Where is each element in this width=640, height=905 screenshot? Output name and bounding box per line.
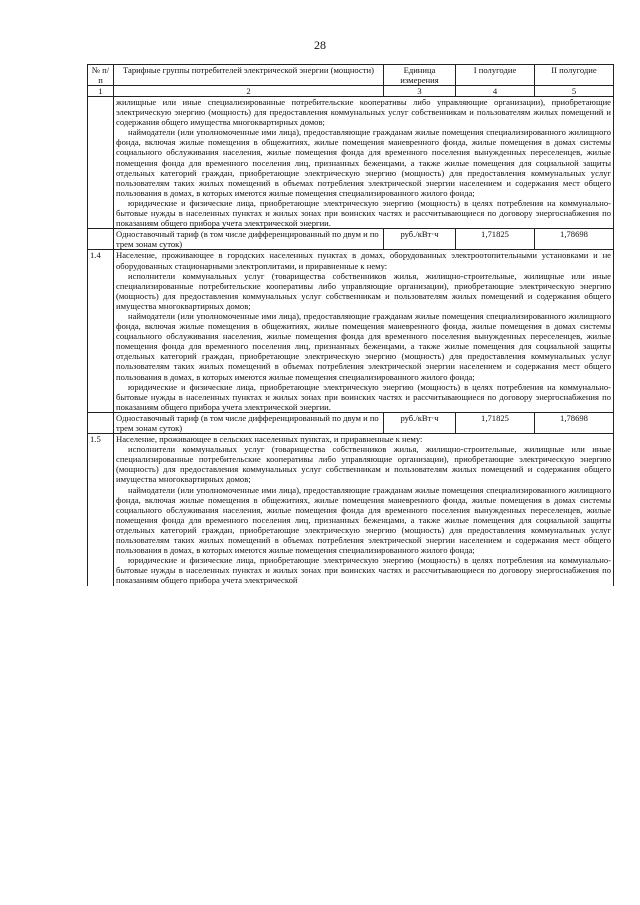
table-row [88,434,614,586]
paragraph: Население, проживающее в городских населенных пунктах в домах, оборудованных электроотопительными установками и не оборудованных стационарными электроплитами, и приравненные к нему: [116,250,611,271]
consumer-group-text [114,250,614,413]
row-num-cell: 1.4 [88,250,114,413]
row-num-cell [88,229,114,250]
header-half1: I полугодие [456,65,535,86]
column-number-row [88,86,614,97]
consumer-group-text [114,434,614,586]
table-row [88,250,614,413]
table-header-row [88,65,614,86]
paragraph: юридические и физические лица, приобретающие электрическую энергию (мощность) в целях потребления на коммунально-бытовые нужды в населенных пунктах и жилых зонах при воинских частях и рассчитывающиеся по договору энергоснабжения по показаниям общего прибора учета электрической [116,555,611,586]
colnum-3: 3 [384,86,456,97]
paragraph: исполнители коммунальных услуг (товарищества собственников жилья, жилищно-строительные, жилищные или иные специализированные потребительские кооперативы либо управляющие организации), приобретающие электрическую энергию (мощность) для предоставления коммунальных услуг собственникам и пользователям жилых помещений и содержания общего имущества многоквартирных домов; [116,444,611,485]
consumer-group-text [114,97,614,229]
paragraph: юридические и физические лица, приобретающие электрическую энергию (мощность) в целях потребления на коммунально-бытовые нужды в населенных пунктах и жилых зонах при воинских частях и рассчитывающиеся по договору энергоснабжения по показаниям общего прибора учета электрической энергии. [116,197,611,229]
tariff-rate-row [88,229,614,250]
paragraph: наймодатели (или уполномоченные ими лица), предоставляющие гражданам жилые помещения специализированного жилищного фонда, включая жилые помещения в общежитиях, жилые помещения маневренного фонда, жилые помещения в домах системы социального обслуживания населения, жилые помещения фонда для временного поселения вынужденных переселенцев, жилые помещения фонда для временного поселения лиц, признанных беженцами, а также жилые помещения для социальной защиты отдельных категорий граждан, приобретающие электрическую энергию (мощность) для предоставления коммунальных услуг пользователям таких жилых помещений в объемах потребления электрической энергии населением и содержания мест общего пользования в домах, в которых имеются жилые помещения специализированного жилого фонда; [116,310,611,382]
paragraph: Население, проживающее в сельских населенных пунктах, и приравненные к нему: [116,434,423,445]
rate-label: Одноставочный тариф (в том числе дифференцированный по двум и по трем зонам суток) [114,412,384,433]
header-half2: II полугодие [535,65,614,86]
header-unit: Единица измерения [384,65,456,86]
paragraph: исполнители коммунальных услуг (товарищества собственников жилья, жилищно-строительные, жилищные или иные специализированные потребительские кооперативы либо управляющие организации), приобретающие электрическую энергию (мощность) для предоставления коммунальных услуг собственникам и пользователям жилых помещений и содержания общего имущества многоквартирных домов; [116,270,611,311]
colnum-2: 2 [114,86,384,97]
tariff-table [87,64,614,586]
paragraph: наймодатели (или уполномоченные ими лица), предоставляющие гражданам жилые помещения специализированного жилищного фонда, включая жилые помещения в общежитиях, жилые помещения маневренного фонда, жилые помещения в домах системы социального обслуживания населения, жилые помещения фонда для временного поселения вынужденных переселенцев, жилые помещения фонда для временного поселения лиц, признанных беженцами, а также жилые помещения для социальной защиты отдельных категорий граждан, приобретающие электрическую энергию (мощность) для предоставления коммунальных услуг пользователям таких жилых помещений в объемах потребления электрической энергии населением и содержания мест общего пользования в домах, в которых имеются жилые помещения специализированного жилого фонда; [116,127,611,198]
colnum-4: 4 [456,86,535,97]
rate-unit: руб./кВт·ч [384,229,456,250]
rate-half1: 1,71825 [456,412,535,433]
tariff-rate-row [88,412,614,433]
row-num-cell [88,97,114,229]
header-group: Тарифные группы потребителей электрической энергии (мощности) [114,65,384,86]
rate-half1: 1,71825 [456,229,535,250]
colnum-5: 5 [535,86,614,97]
rate-half2: 1,78698 [535,412,614,433]
rate-half2: 1,78698 [535,229,614,250]
page-number: 28 [314,38,326,52]
rate-label: Одноставочный тариф (в том числе дифференцированный по двум и по трем зонам суток) [114,229,384,250]
table-row [88,97,614,229]
row-num-cell [88,412,114,433]
paragraph: юридические и физические лица, приобретающие электрическую энергию (мощность) в целях потребления на коммунально-бытовые нужды в населенных пунктах и жилых зонах при воинских частях и рассчитывающиеся по договору энергоснабжения по показаниям общего прибора учета электрической энергии. [116,381,611,412]
row-num-cell: 1.5 [88,434,114,586]
paragraph: наймодатели (или уполномоченные ими лица), предоставляющие гражданам жилые помещения специализированного жилищного фонда, включая жилые помещения в общежитиях, жилые помещения маневренного фонда, жилые помещения в домах системы социального обслуживания населения, жилые помещения фонда для временного поселения вынужденных переселенцев, жилые помещения фонда для временного поселения лиц, признанных беженцами, а также жилые помещения для социальной защиты отдельных категорий граждан, приобретающие электрическую энергию (мощность) для предоставления коммунальных услуг пользователям таких жилых помещений в объемах потребления электрической энергии населением и содержания мест общего пользования в домах, в которых имеются жилые помещения специализированного жилого фонда; [116,484,611,556]
header-num: № п/п [88,65,114,86]
colnum-1: 1 [88,86,114,97]
paragraph: жилищные или иные специализированные потребительские кооперативы либо управляющие организации), приобретающие электрическую энергию (мощность) для предоставления коммунальных услуг собственникам и пользователям жилых помещений и содержания общего имущества многоквартирных домов; [116,97,611,128]
rate-unit: руб./кВт·ч [384,412,456,433]
